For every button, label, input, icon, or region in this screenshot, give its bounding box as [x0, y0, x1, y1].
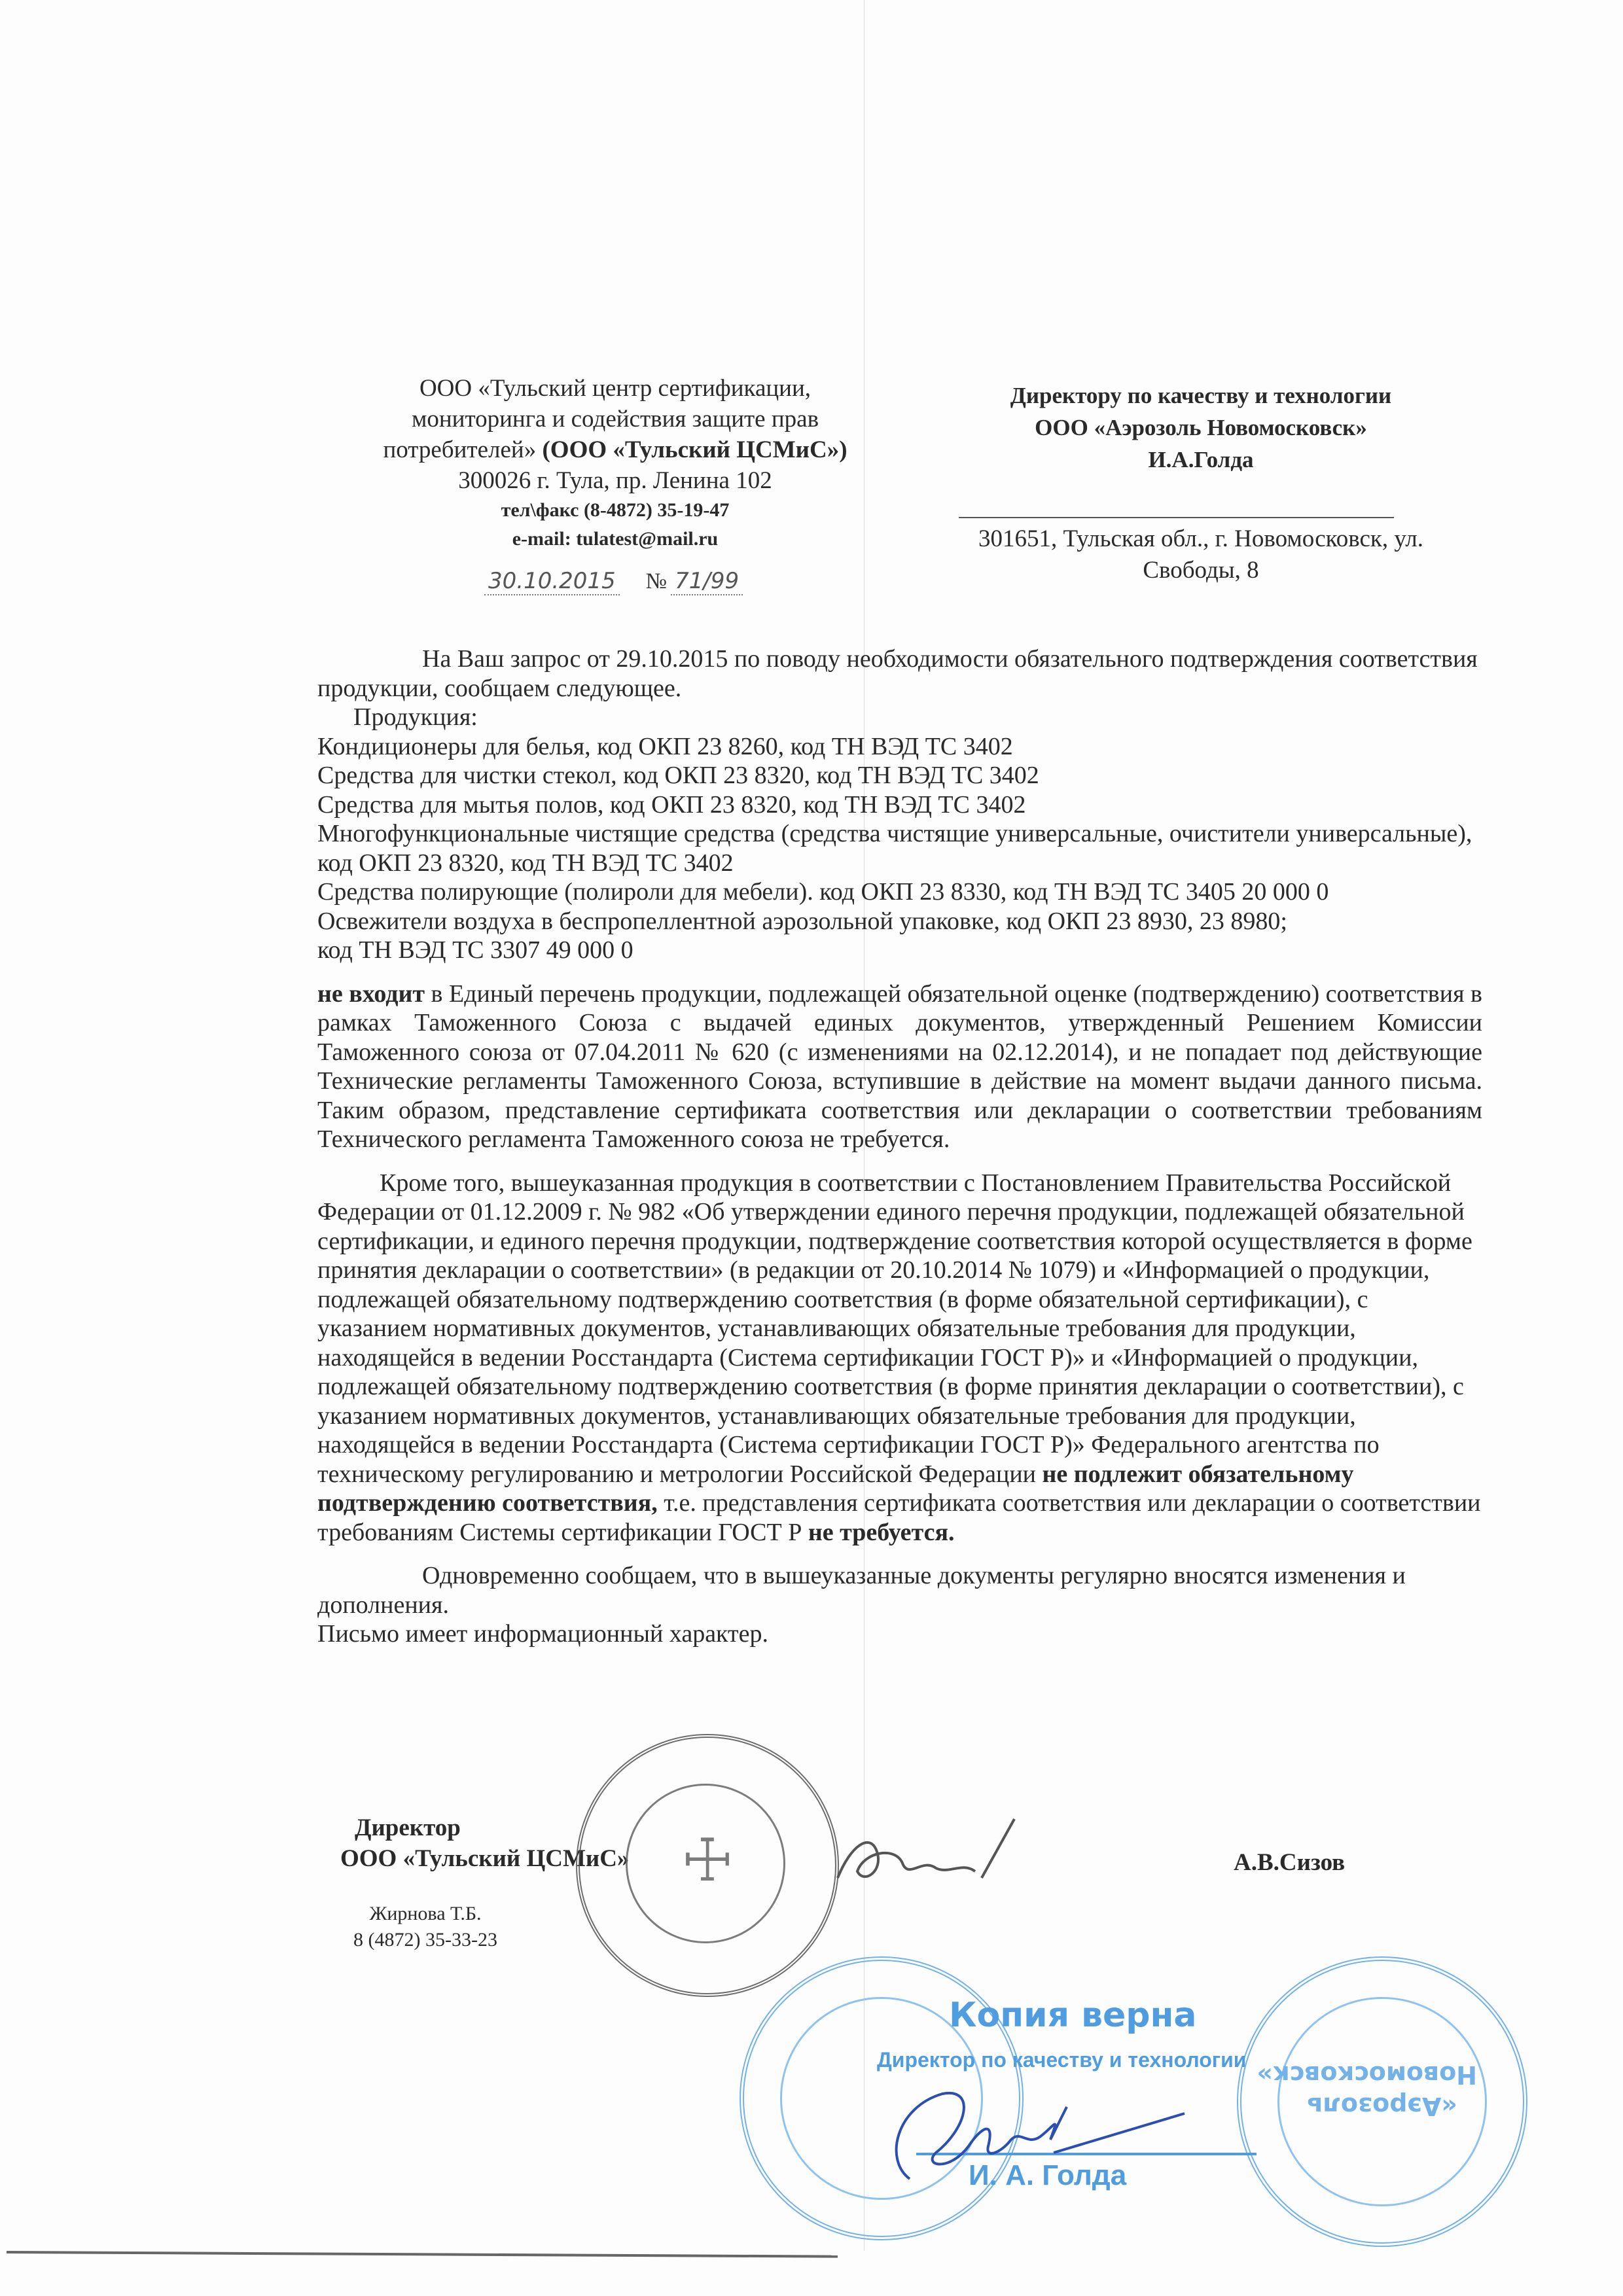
sender-address: 300026 г. Тула, пр. Ленина 102: [458, 467, 772, 494]
certified-copy-label: Копия верна: [949, 1996, 1197, 2035]
emphasis-not-subject: не подлежит обязательному подтверждению соответствия,: [317, 1460, 1354, 1517]
sender-org-line2: мониторинга и содействия защите прав: [411, 406, 819, 433]
recipient-position: Директору по качеству и технологии: [1010, 383, 1392, 408]
informational-note: Письмо имеет информационный характер.: [317, 1620, 768, 1648]
amendments-paragraph: Одновременно сообщаем, что в вышеуказанные документы регулярно вносятся изменения и дополнения.: [317, 1562, 1406, 1619]
recipient-name: И.А.Голда: [1148, 447, 1254, 472]
seal-text: «Аэрозоль Новомосковск»: [1257, 2060, 1477, 2121]
coat-of-arms-icon: ☩: [681, 1826, 734, 1895]
product-item: Средства для чистки стекол, код ОКП 23 8320, код ТН ВЭД ТС 3402: [317, 762, 1039, 789]
outgoing-number-label: №: [645, 569, 668, 593]
emphasis-not-included: не входит: [317, 980, 425, 1008]
executor-name: Жирнова Т.Б.: [369, 1903, 482, 1924]
products-label: Продукция:: [353, 703, 478, 731]
gost-text-mid: т.е. представления сертификата соответствия или декларации о соответствии требованиям Системы сертификации ГОСТ Р: [317, 1489, 1481, 1546]
director-signature: [825, 1806, 1034, 1911]
recipient-org: ООО «Аэрозоль Новомосковск»: [1035, 415, 1367, 440]
sender-block: [340, 373, 890, 554]
sender-org-short: (ООО «Тульский ЦСМиС»): [542, 436, 847, 463]
sender-phone: тел\факс (8-4872) 35-19-47: [501, 499, 730, 521]
executor-contact: [334, 1901, 517, 1953]
conclusion-paragraph-customs-union: [317, 980, 1482, 1154]
letter-body: [317, 645, 1482, 1649]
product-item: Средства для мытья полов, код ОКП 23 8320, код ТН ВЭД ТС 3402: [317, 790, 1026, 819]
recipient-address-line2: Свободы, 8: [1143, 557, 1259, 584]
product-item: Средства полирующие (полироли для мебели). код ОКП 23 8330, код ТН ВЭД ТС 3405 20 000 0: [317, 878, 1329, 906]
executor-phone: 8 (4872) 35-33-23: [353, 1929, 497, 1951]
intro-paragraph: На Ваш запрос от 29.10.2015 по поводу необходимости обязательного подтверждения соответствия продукции, сообщаем следующее.: [317, 645, 1478, 702]
signatory-org: ООО «Тульский ЦСМиС»: [340, 1845, 630, 1872]
recipient-divider: [959, 517, 1394, 518]
sender-org-line3-plain: потребителей»: [383, 436, 543, 463]
emphasis-not-required: не требуется.: [808, 1518, 955, 1546]
gost-text: Кроме того, вышеуказанная продукция в соответствии с Постановлением Правительства Российской Федерации от 01.12.2009 г. № 982 «Об утверждении единого перечня продукции, подлежащей обязательной сертификации, и единого перечня продукции, подтверждение соответствия которой осуществляется в форме принятия декларации о соответствии» (в редакции от 20.10.2014 № 1079) и «Информацией о продукции, подлежащей обязательному подтверждению соответствия (в форме обязательной сертификации), с указанием нормативных документов, устанавливающих обязательные требования для продукции, находящейся в ведении Росстандарта (Система сертификации ГОСТ Р)» и «Информацией о продукции, подлежащей обязательному подтверждению соответствия (в форме принятия декларации о соответствии), с указанием нормативных документов, устанавливающих обязательные требования для продукции, находящейся в ведении Росстандарта (Система сертификации ГОСТ Р)» Федерального агентства по техническому регулированию и метрологии Российской Федерации: [317, 1169, 1472, 1488]
page-bottom-rule: [7, 2251, 838, 2258]
certifier-signature: [870, 2068, 1211, 2199]
recipient-address: [929, 523, 1472, 586]
product-list: [317, 732, 1482, 965]
sender-org-line1: ООО «Тульский центр сертификации,: [419, 375, 812, 402]
signatory-position: Директор: [355, 1814, 461, 1841]
product-item: Многофункциональные чистящие средства (средства чистящие универсальные, очистители универсальные), код ОКП 23 8320, код ТН ВЭД ТС 3402: [317, 820, 1472, 877]
recipient-address-line1: 301651, Тульская обл., г. Новомосковск, ул.: [978, 525, 1423, 552]
product-item: код ТН ВЭД ТС 3307 49 000 0: [317, 936, 633, 964]
sender-org-line3: [340, 434, 890, 465]
outgoing-date: 30.10.2015: [484, 568, 620, 595]
recipient-block: [929, 380, 1472, 476]
conclusion-paragraph-gost: [317, 1169, 1482, 1547]
product-item: Кондиционеры для белья, код ОКП 23 8260, код ТН ВЭД ТС 3402: [317, 732, 1013, 760]
company-seal-right: [1237, 1956, 1527, 2247]
certifier-name: И. А. Голда: [969, 2159, 1127, 2191]
conclusion-text: в Единый перечень продукции, подлежащей обязательной оценке (подтверждению) соответствия в рамках Таможенного Союза с выдачей единых документов, утвержденный Решением Комиссии Таможенного союза от 07.04.2011 № 620 (с изменениями на 02.12.2014), и не попадает под действующие Технические регламенты Таможенного Союза, вступившие в действие на момент выдачи данного письма. Таким образом, представление сертификата соответствия или декларации о соответствии требованиям Технического регламента Таможенного союза не требуется.: [317, 980, 1482, 1153]
organization-seal-tula: [576, 1734, 839, 1997]
outgoing-number: 71/99: [671, 568, 743, 595]
sender-email: e-mail: tulatest@mail.ru: [512, 528, 719, 550]
outgoing-reference: [484, 568, 743, 595]
signatory-name: А.В.Сизов: [1234, 1849, 1346, 1876]
product-item: Освежители воздуха в беспропеллентной аэрозольной упаковке, код ОКП 23 8930, 23 8980;: [317, 907, 1287, 935]
certifier-position: Директор по качеству и технологии: [877, 2048, 1247, 2072]
